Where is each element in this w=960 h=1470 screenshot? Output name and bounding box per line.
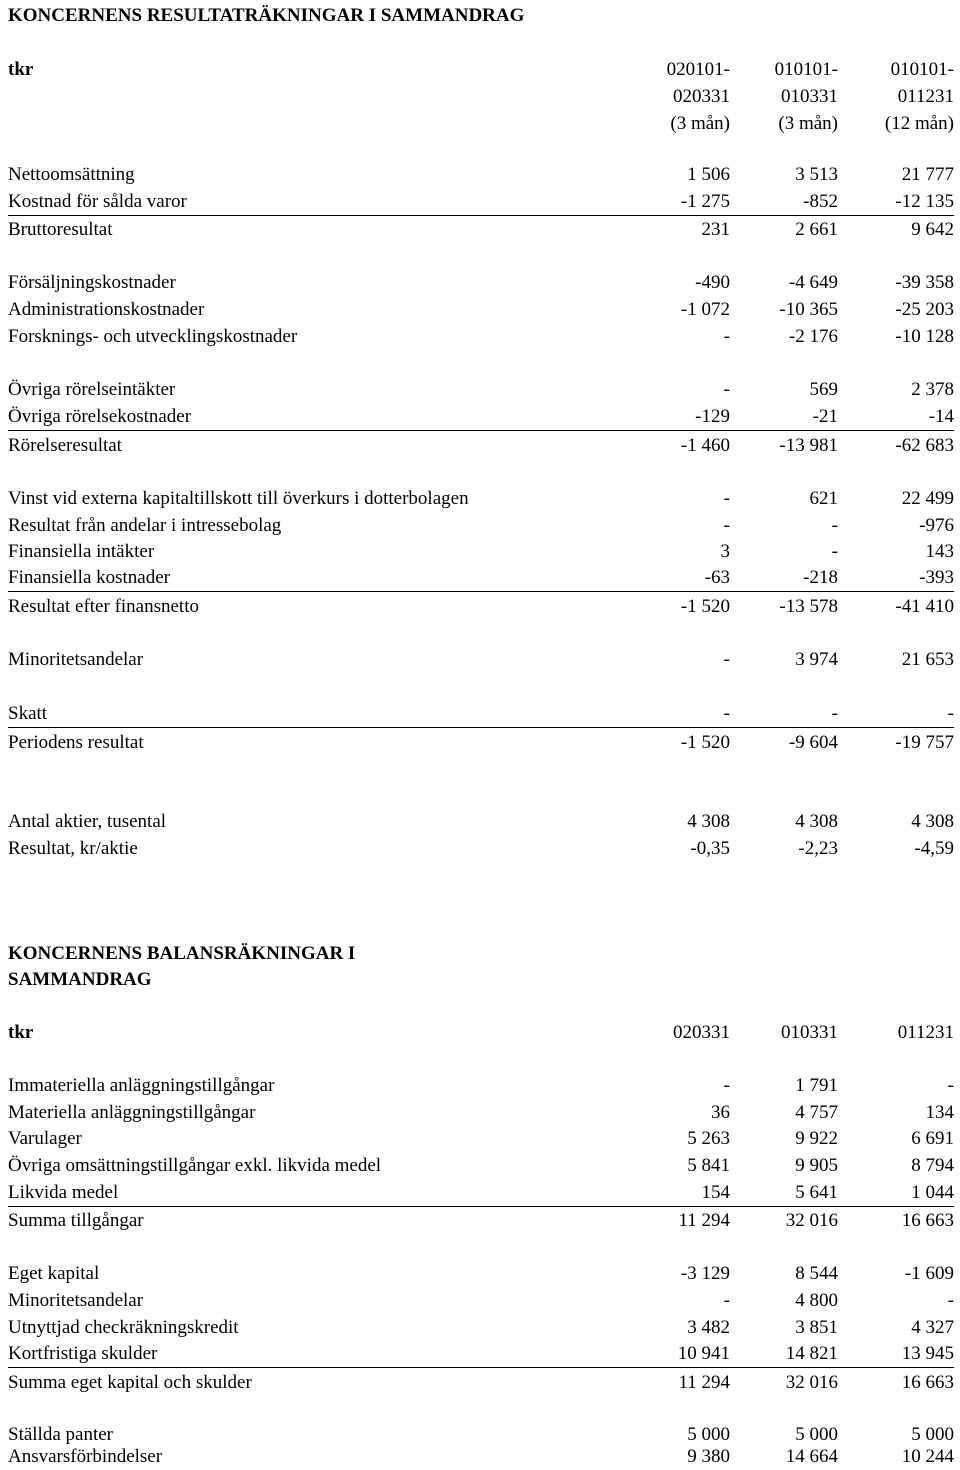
- cell-value: -976: [919, 515, 954, 536]
- column-header: (3 mån): [778, 113, 838, 134]
- table-row: [8, 188, 954, 216]
- cell-value: -: [723, 1290, 730, 1311]
- table-row: [8, 808, 954, 835]
- table-row: [8, 538, 954, 565]
- cell-value: 5 641: [795, 1182, 838, 1203]
- table-row: [8, 432, 954, 459]
- table-row: [8, 1369, 954, 1396]
- cell-value: 9 642: [911, 219, 954, 240]
- row-label: Finansiella intäkter: [8, 541, 155, 562]
- cell-value: 8 544: [795, 1263, 838, 1284]
- cell-value: 143: [925, 541, 954, 562]
- cell-value: 1 044: [911, 1182, 954, 1203]
- cell-value: -10 128: [895, 326, 954, 347]
- cell-value: 3 513: [795, 164, 838, 185]
- row-label: Periodens resultat: [8, 732, 144, 753]
- cell-value: -3 129: [680, 1263, 730, 1284]
- cell-value: 9 380: [687, 1446, 730, 1467]
- column-header: 010101-: [890, 59, 954, 80]
- cell-value: 14 664: [785, 1446, 838, 1467]
- cell-value: -129: [695, 406, 730, 427]
- table-row: [8, 593, 954, 620]
- cell-value: -10 365: [779, 299, 838, 320]
- row-label: Bruttoresultat: [8, 219, 113, 240]
- column-header: 011231: [897, 86, 954, 107]
- cell-value: -: [947, 1290, 954, 1311]
- row-label: Resultat från andelar i intressebolag: [8, 515, 282, 536]
- cell-value: -: [831, 515, 838, 536]
- cell-value: 2 378: [911, 379, 954, 400]
- column-header: 011231: [897, 1022, 954, 1043]
- cell-value: -21: [812, 406, 838, 427]
- cell-value: -: [723, 649, 730, 670]
- cell-value: 21 653: [901, 649, 954, 670]
- table-row: [8, 564, 954, 592]
- table-row: [8, 216, 954, 243]
- cell-value: 6 691: [911, 1128, 954, 1149]
- row-label: Försäljningskostnader: [8, 272, 176, 293]
- cell-value: 10 244: [901, 1446, 954, 1467]
- cell-value: 5 841: [687, 1155, 730, 1176]
- cell-value: -1 275: [680, 191, 730, 212]
- income-unit-label: tkr: [8, 59, 34, 80]
- table-row: [8, 700, 954, 728]
- table-row: [8, 1152, 954, 1179]
- cell-value: -: [947, 703, 954, 724]
- row-label: Resultat, kr/aktie: [8, 838, 138, 859]
- table-row: [8, 296, 954, 323]
- income-header-row-1: [8, 56, 954, 83]
- row-label: Eget kapital: [8, 1263, 100, 1284]
- cell-value: -9 604: [788, 732, 838, 753]
- cell-value: 21 777: [901, 164, 954, 185]
- cell-value: -1 520: [680, 596, 730, 617]
- table-row: [8, 1207, 954, 1234]
- cell-value: -1 460: [680, 435, 730, 456]
- row-label: Övriga rörelseintäkter: [8, 379, 176, 400]
- cell-value: 3 851: [795, 1317, 838, 1338]
- cell-value: -1 072: [680, 299, 730, 320]
- cell-value: -0,35: [690, 838, 730, 859]
- cell-value: 36: [711, 1102, 730, 1123]
- cell-value: -1 520: [680, 732, 730, 753]
- income-statement-title: KONCERNENS RESULTATRÄKNINGAR I SAMMANDRAG: [8, 5, 525, 26]
- cell-value: -: [723, 703, 730, 724]
- row-label: Resultat efter finansnetto: [8, 596, 199, 617]
- row-label: Rörelseresultat: [8, 435, 122, 456]
- row-label: Ställda panter: [8, 1424, 113, 1445]
- cell-value: 3 974: [795, 649, 838, 670]
- cell-value: -2,23: [798, 838, 838, 859]
- cell-value: 4 308: [795, 811, 838, 832]
- row-label: Minoritetsandelar: [8, 1290, 144, 1311]
- table-row: [8, 376, 954, 403]
- row-label: Utnyttjad checkräkningskredit: [8, 1317, 239, 1338]
- cell-value: -: [947, 1075, 954, 1096]
- cell-value: -218: [803, 567, 838, 588]
- cell-value: -19 757: [895, 732, 954, 753]
- row-label: Materiella anläggningstillgångar: [8, 1102, 256, 1123]
- cell-value: 154: [701, 1182, 730, 1203]
- cell-value: 3 482: [687, 1317, 730, 1338]
- cell-value: 5 000: [687, 1424, 730, 1445]
- cell-value: -4,59: [914, 838, 954, 859]
- row-label: Administrationskostnader: [8, 299, 205, 320]
- table-row: [8, 1099, 954, 1126]
- cell-value: -: [723, 379, 730, 400]
- column-header: (3 mån): [670, 113, 730, 134]
- column-header: 010331: [781, 86, 838, 107]
- cell-value: 3: [720, 541, 730, 562]
- cell-value: 2 661: [795, 219, 838, 240]
- balance-unit-label: tkr: [8, 1022, 34, 1043]
- cell-value: 13 945: [901, 1343, 954, 1364]
- row-label: Antal aktier, tusental: [8, 811, 167, 832]
- cell-value: -: [723, 515, 730, 536]
- cell-value: 22 499: [901, 488, 954, 509]
- cell-value: 9 905: [795, 1155, 838, 1176]
- cell-value: -14: [928, 406, 954, 427]
- cell-value: 4 327: [911, 1317, 954, 1338]
- cell-value: 4 308: [687, 811, 730, 832]
- column-header: 020331: [673, 1022, 730, 1043]
- cell-value: 4 757: [795, 1102, 838, 1123]
- column-header: 020331: [673, 86, 730, 107]
- row-label: Skatt: [8, 703, 48, 724]
- balance-sheet-title-line-1: KONCERNENS BALANSRÄKNINGAR I: [8, 943, 356, 964]
- table-row: [8, 1072, 954, 1099]
- cell-value: 5 263: [687, 1128, 730, 1149]
- table-row: [8, 1260, 954, 1287]
- table-row: [8, 1443, 954, 1470]
- cell-value: -4 649: [788, 272, 838, 293]
- cell-value: -13 981: [779, 435, 838, 456]
- cell-value: -490: [695, 272, 730, 293]
- cell-value: -13 578: [779, 596, 838, 617]
- column-header: 020101-: [666, 59, 730, 80]
- table-row: [8, 729, 954, 756]
- cell-value: 14 821: [785, 1343, 838, 1364]
- cell-value: 32 016: [785, 1372, 838, 1393]
- cell-value: 9 922: [795, 1128, 838, 1149]
- cell-value: 11 294: [678, 1210, 730, 1231]
- column-header: 010101-: [774, 59, 838, 80]
- cell-value: 1 506: [687, 164, 730, 185]
- cell-value: -: [723, 488, 730, 509]
- cell-value: 4 800: [795, 1290, 838, 1311]
- row-label: Övriga rörelsekostnader: [8, 406, 192, 427]
- row-label: Vinst vid externa kapitaltillskott till överkurs i dotterbolagen: [8, 488, 469, 509]
- column-header: (12 mån): [884, 113, 954, 134]
- column-header: 010331: [781, 1022, 838, 1043]
- row-label: Ansvarsförbindelser: [8, 1446, 163, 1467]
- cell-value: -: [723, 1075, 730, 1096]
- cell-value: -41 410: [895, 596, 954, 617]
- row-label: Immateriella anläggningstillgångar: [8, 1075, 275, 1096]
- cell-value: 5 000: [795, 1424, 838, 1445]
- table-row: [8, 1287, 954, 1314]
- cell-value: 16 663: [901, 1372, 954, 1393]
- row-label: Varulager: [8, 1128, 82, 1149]
- cell-value: -393: [919, 567, 954, 588]
- cell-value: -2 176: [788, 326, 838, 347]
- row-label: Summa eget kapital och skulder: [8, 1372, 252, 1393]
- cell-value: 16 663: [901, 1210, 954, 1231]
- balance-header-row: [8, 1019, 954, 1046]
- row-label: Minoritetsandelar: [8, 649, 144, 670]
- cell-value: -: [723, 326, 730, 347]
- table-row: [8, 1340, 954, 1368]
- row-label: Likvida medel: [8, 1182, 119, 1203]
- table-row: [8, 269, 954, 296]
- row-label: Forsknings- och utvecklingskostnader: [8, 326, 298, 347]
- row-label: Övriga omsättningstillgångar exkl. likvida medel: [8, 1155, 382, 1176]
- cell-value: -62 683: [895, 435, 954, 456]
- cell-value: 10 941: [677, 1343, 730, 1364]
- cell-value: -: [831, 541, 838, 562]
- row-label: Summa tillgångar: [8, 1210, 144, 1231]
- table-row: [8, 403, 954, 431]
- income-header-row-2: [8, 83, 954, 110]
- table-row: [8, 646, 954, 673]
- cell-value: -63: [704, 567, 730, 588]
- cell-value: 134: [925, 1102, 954, 1123]
- cell-value: 11 294: [678, 1372, 730, 1393]
- table-row: [8, 1179, 954, 1207]
- row-label: Kortfristiga skulder: [8, 1343, 158, 1364]
- row-label: Nettoomsättning: [8, 164, 135, 185]
- income-header-row-3: [8, 110, 954, 137]
- cell-value: 5 000: [911, 1424, 954, 1445]
- cell-value: 32 016: [785, 1210, 838, 1231]
- balance-sheet-title-line-2: SAMMANDRAG: [8, 969, 152, 990]
- table-row: [8, 1125, 954, 1152]
- table-row: [8, 161, 954, 188]
- table-row: [8, 1314, 954, 1341]
- cell-value: 231: [701, 219, 730, 240]
- table-row: [8, 512, 954, 539]
- table-row: [8, 485, 954, 512]
- cell-value: 1 791: [795, 1075, 838, 1096]
- cell-value: -25 203: [895, 299, 954, 320]
- row-label: Finansiella kostnader: [8, 567, 170, 588]
- table-row: [8, 323, 954, 350]
- cell-value: -852: [803, 191, 838, 212]
- cell-value: 4 308: [911, 811, 954, 832]
- cell-value: -: [831, 703, 838, 724]
- cell-value: -12 135: [895, 191, 954, 212]
- cell-value: 8 794: [911, 1155, 954, 1176]
- cell-value: 569: [809, 379, 838, 400]
- cell-value: 621: [809, 488, 838, 509]
- cell-value: -39 358: [895, 272, 954, 293]
- row-label: Kostnad för sålda varor: [8, 191, 187, 212]
- cell-value: -1 609: [904, 1263, 954, 1284]
- table-row: [8, 835, 954, 862]
